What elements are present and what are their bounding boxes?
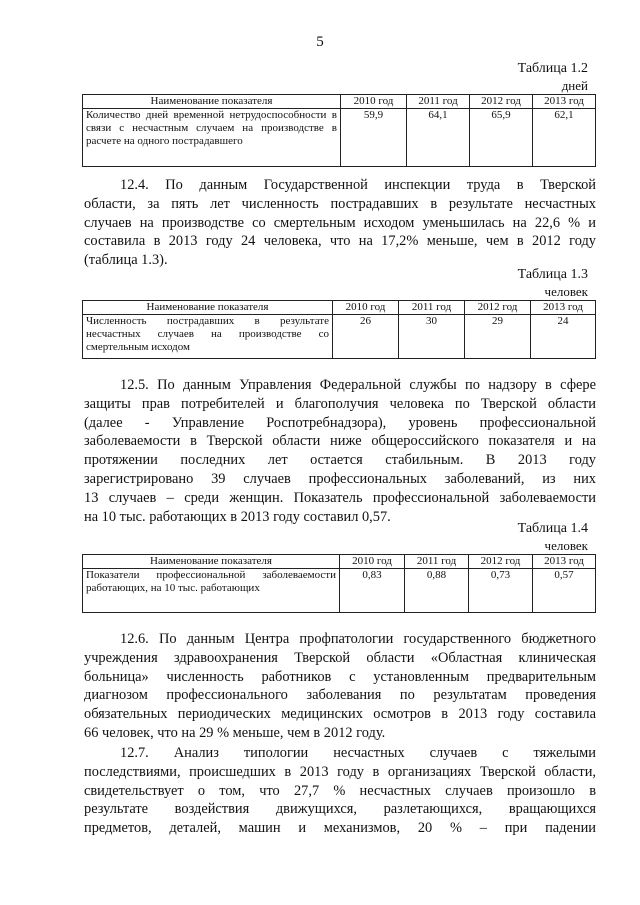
header-indicator: Наименование показателя [83,555,340,569]
text-line: заболеваемости в Тверской области ниже общероссийского показателя и на [84,433,596,450]
table-header-row [83,301,596,315]
text-line: свидетельствует о том, что 27,7 % несчастных случаев произошло в [84,782,596,799]
text-line: 13 случаев – среди женщин. Показатель профессиональной заболеваемости [84,489,596,506]
text-line: зарегистрировано 39 случаев профессиональных заболеваний, из них [84,470,596,487]
table-1-3-caption: Таблица 1.3 [517,267,588,282]
table-1-4-caption: Таблица 1.4 [517,521,588,536]
header-2013: 2013 год [533,555,596,569]
text-line: (таблица 1.3). [84,252,168,269]
header-2011: 2011 год [405,555,469,569]
header-2011: 2011 год [407,95,470,109]
paragraph-12-5 [84,376,596,526]
text-line: 66 человек, что на 29 % меньше, чем в 2012 году. [84,724,386,741]
value-2012: 65,9 [470,109,533,167]
text-line: результате воздействия движущихся, разлетающихся, вращающихся [84,801,596,818]
indicator-name: Количество дней временной нетрудоспособности в связи с несчастным случаем на производстве в расчете на одного пострадавшего [83,109,341,167]
value-2012: 0,73 [469,569,533,613]
text-line: случаев на производстве со смертельным исходом уменьшилась на 22,6 % и [84,214,596,231]
paragraph-12-6 [84,630,596,743]
table-1-4-unit: человек [544,538,588,553]
indicator-name: Показатели профессиональной заболеваемости работающих, на 10 тыс. работающих [83,569,340,613]
text-line: 12.6. По данным Центра профпатологии государственного бюджетного [120,631,596,647]
table-1-4 [82,554,596,613]
value-2011: 64,1 [407,109,470,167]
text-line: области, за пять лет численность пострадавших в результате несчастных [84,195,596,212]
table-1-2-unit: дней [561,78,588,93]
header-2012: 2012 год [470,95,533,109]
text-line: 12.7. Анализ типологии несчастных случаев с тяжелыми [120,745,596,761]
indicator-name: Численность пострадавших в результате несчастных случаев на производстве со смертельным исходом [83,315,333,359]
text-line: 12.4. По данным Государственной инспекции труда в Тверской [120,177,596,193]
header-2010: 2010 год [340,555,405,569]
text-line: 12.5. По данным Управления Федеральной службы по надзору в сфере [120,377,596,393]
text-line: составила в 2013 году 24 человека, что на 17,2% меньше, чем в 2012 году [84,233,596,250]
value-2011: 30 [399,315,465,359]
text-line: протяжении последних лет остается стабильным. В 2013 году [84,452,596,469]
paragraph-12-4 [84,176,596,270]
header-2011: 2011 год [399,301,465,315]
value-2010: 26 [333,315,399,359]
text-line: обязательных периодических медицинских осмотров в 2013 году составила [84,706,596,723]
value-2013: 62,1 [533,109,596,167]
value-2012: 29 [465,315,531,359]
text-line: больница» численность работников с установленным предварительным [84,668,596,685]
paragraph-12-7 [84,744,596,838]
value-2013: 0,57 [533,569,596,613]
header-2013: 2013 год [531,301,596,315]
text-line: диагнозом профессионального заболевания по результатам проведения [84,687,596,704]
table-header-row [83,555,596,569]
table-1-3 [82,300,596,359]
page-number: 5 [316,34,324,50]
header-2012: 2012 год [469,555,533,569]
table-row [83,315,596,359]
text-line: последствиями, происшедших в 2013 году в организациях Тверской области, [84,763,596,780]
text-line: защиты прав потребителей и благополучия человека по Тверской области [84,395,596,412]
table-row [83,109,596,167]
header-indicator: Наименование показателя [83,301,333,315]
header-2010: 2010 год [341,95,407,109]
header-2013: 2013 год [533,95,596,109]
value-2010: 59,9 [341,109,407,167]
header-2010: 2010 год [333,301,399,315]
text-line: (далее - Управление Роспотребнадзора), уровень профессиональной [84,414,596,431]
value-2010: 0,83 [340,569,405,613]
text-line: на 10 тыс. работающих в 2013 году составил 0,57. [84,508,391,525]
text-line: предметов, деталей, машин и механизмов, 20 % – при падении [84,820,596,837]
value-2011: 0,88 [405,569,469,613]
text-line: учреждения здравоохранения Тверской области «Областная клиническая [84,649,596,666]
table-1-2 [82,94,596,167]
value-2013: 24 [531,315,596,359]
header-2012: 2012 год [465,301,531,315]
table-row [83,569,596,613]
table-header-row [83,95,596,109]
table-1-2-caption: Таблица 1.2 [517,61,588,76]
table-1-3-unit: человек [544,284,588,299]
header-indicator: Наименование показателя [83,95,341,109]
